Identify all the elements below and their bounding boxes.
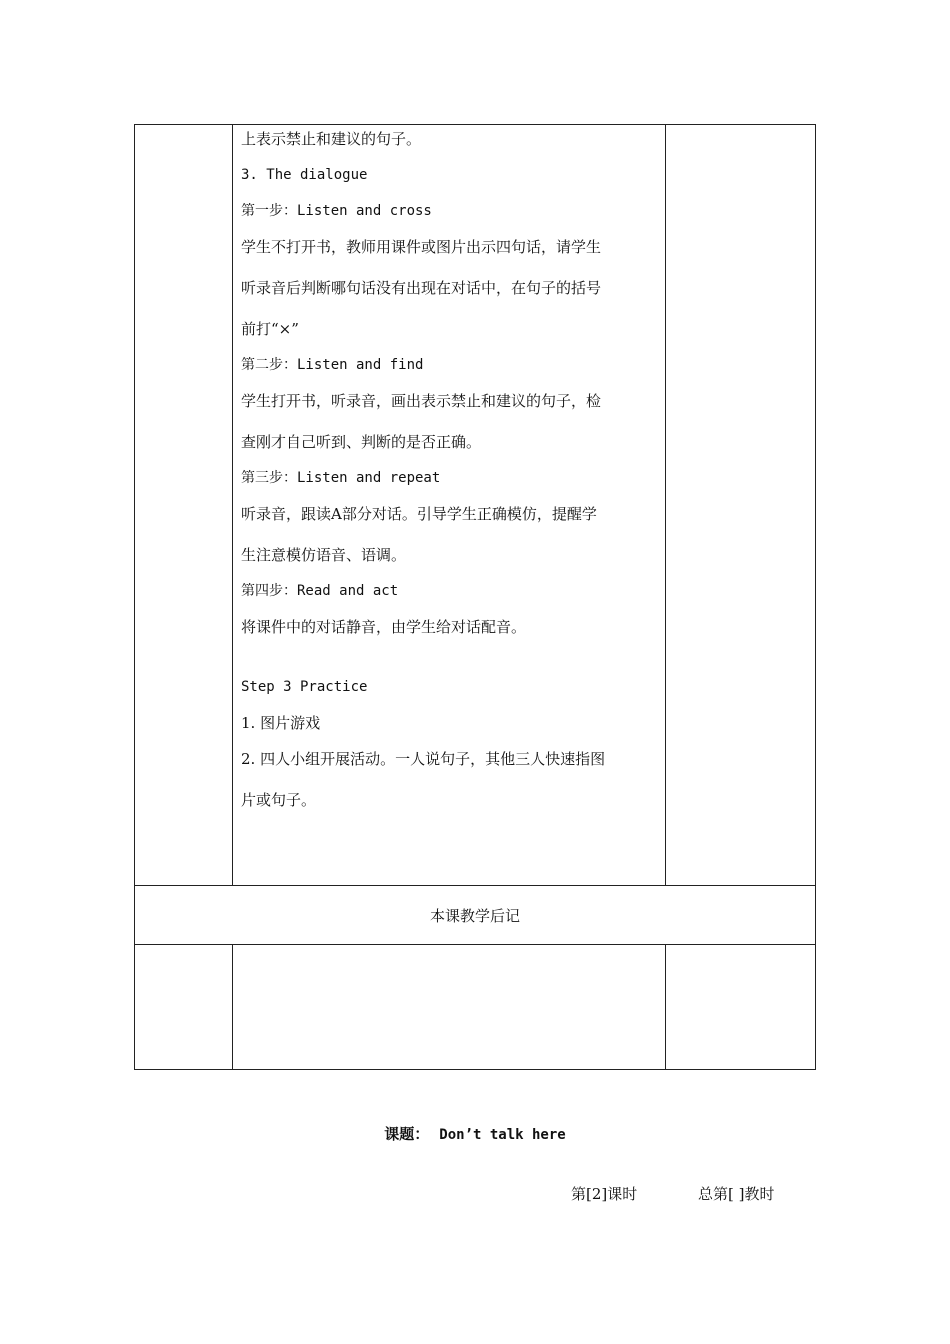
procedure-line: 听录音，跟读A部分对话。引导学生正确模仿，提醒学	[241, 505, 597, 523]
notes-right-cell	[666, 945, 816, 1070]
procedure-line: 将课件中的对话静音，由学生给对话配音。	[241, 618, 527, 636]
lesson-period: 第[2]课时	[571, 1185, 638, 1203]
notes-left-cell	[135, 945, 233, 1070]
lesson-title-label: 课题：	[384, 1125, 430, 1143]
procedure-line: 2. 四人小组开展活动。一人说句子，其他三人快速指图	[241, 750, 606, 768]
total-period: 总第[ ]教时	[698, 1185, 775, 1203]
procedure-line: 第三步：Listen and repeat	[241, 470, 441, 486]
procedure-line: 生注意模仿语音、语调。	[241, 546, 407, 564]
procedure-line: 听录音后判断哪句话没有出现在对话中，在句子的括号	[241, 279, 602, 297]
procedure-line: 学生不打开书，教师用课件或图片出示四句话，请学生	[241, 238, 602, 256]
lesson-plan-table	[134, 124, 816, 1070]
notes-middle-cell	[233, 945, 666, 1070]
notes-row	[135, 945, 816, 1070]
left-cell	[135, 125, 233, 886]
procedure-line: 上表示禁止和建议的句子。	[241, 130, 422, 148]
procedure-line: 学生打开书，听录音，画出表示禁止和建议的句子，检	[241, 392, 602, 410]
summary-heading: 本课教学后记	[135, 886, 816, 945]
procedure-text	[233, 129, 665, 810]
procedure-line: 第二步：Listen and find	[241, 357, 424, 373]
lesson-title	[0, 1123, 950, 1144]
right-cell	[666, 125, 816, 886]
lesson-title-text: Don’t talk here	[439, 1127, 566, 1143]
procedure-cell	[233, 125, 666, 886]
procedure-line: 查刚才自己听到、判断的是否正确。	[241, 433, 482, 451]
procedure-line: 第四步：Read and act	[241, 583, 399, 599]
content-row	[135, 125, 816, 886]
procedure-line: Step 3 Practice	[241, 679, 368, 695]
summary-row	[135, 886, 816, 945]
procedure-line: 1. 图片游戏	[241, 714, 321, 732]
procedure-line: 3. The dialogue	[241, 167, 368, 183]
procedure-line: 第一步：Listen and cross	[241, 203, 432, 219]
procedure-line: 前打“×”	[241, 320, 299, 338]
procedure-line: 片或句子。	[241, 791, 317, 809]
